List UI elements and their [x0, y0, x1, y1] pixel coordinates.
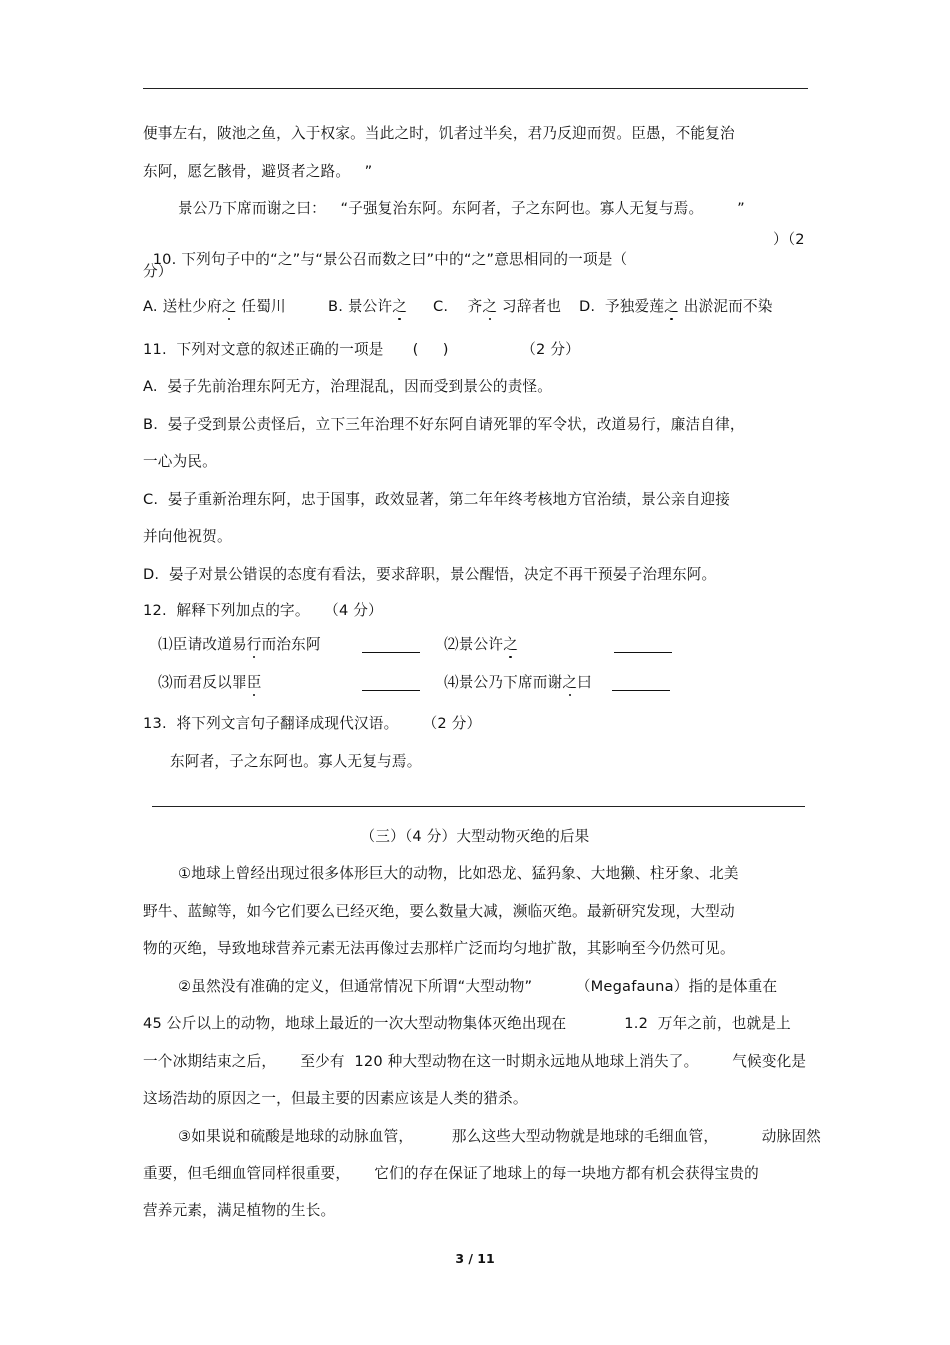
option-b[interactable]: B. 景公许之 — [328, 298, 408, 315]
answer-blank-1[interactable] — [362, 652, 420, 653]
paragraph-line: 野牛、蓝鲸等，如今它们要么已经灭绝，要么数量大减，濒临灭绝。最新研究发现，大型动 — [143, 903, 735, 920]
option-d[interactable]: D. 晏子对景公错误的态度有看法，要求辞职，景公醒悟，决定不再干预晏子治理东阿。 — [143, 566, 717, 583]
top-rule — [143, 88, 808, 89]
question-10-score: 分） — [143, 263, 173, 280]
question-13-sentence: 东阿者，子之东阿也。寡人无复与焉。 — [170, 753, 422, 770]
paragraph-line: 一个冰期结束之后， 至少有 120 种大型动物在这一时期永远地从地球上消失了。 气候变化是 — [143, 1053, 807, 1070]
answer-blank-4[interactable] — [612, 690, 670, 691]
paragraph-line: ③如果说和硫酸是地球的动脉血管， 那么这些大型动物就是地球的毛细血管， 动脉固然 — [178, 1128, 821, 1145]
paragraph-line: 这场浩劫的原因之一，但最主要的因素应该是人类的猎杀。 — [143, 1090, 528, 1107]
option-a[interactable]: A. 晏子先前治理东阿无方，治理混乱，因而受到景公的责怪。 — [143, 378, 553, 395]
passage-line: 便事左右，陂池之鱼，入于权家。当此之时，饥者过半矣，君乃反迎而贺。臣愚，不能复治 — [143, 125, 735, 142]
item-3: ⑶而君反以罪臣 — [158, 674, 262, 691]
question-10-text: 10. 下列句子中的“之”与“景公召而数之曰”中的“之”意思相同的一项是（ — [152, 251, 628, 268]
paragraph-line: 45 公斤以上的动物，地球上最近的一次大型动物集体灭绝出现在 1.2 万年之前，也就是上 — [143, 1015, 791, 1032]
question-12-stem: 12. 解释下列加点的字。 （4 分） — [143, 602, 383, 619]
paragraph-line: 营养元素，满足植物的生长。 — [143, 1202, 336, 1219]
question-12-row — [158, 635, 678, 657]
option-a[interactable]: A. 送杜少府之 任蜀川 — [143, 298, 286, 315]
item-4: ⑷景公乃下席而谢之曰 — [444, 674, 592, 691]
answer-blank-2[interactable] — [614, 652, 672, 653]
option-b-continued[interactable]: 一心为民。 — [143, 453, 217, 470]
option-c[interactable]: C. 齐之 习辞者也 — [433, 298, 562, 315]
paragraph-line: 物的灭绝，导致地球营养元素无法再像过去那样广泛而均匀地扩散，其影响至今仍然可见。 — [143, 940, 735, 957]
passage-line: 东阿，愿乞骸骨，避贤者之路。 ” — [143, 163, 373, 180]
passage-line: 景公乃下席而谢之曰： “子强复治东阿。东阿者，子之东阿也。寡人无复与焉。 ” — [178, 200, 745, 217]
option-d[interactable]: D. 予独爱莲之 出淤泥而不染 — [579, 298, 773, 315]
section-divider — [152, 806, 805, 807]
paragraph-line: ②虽然没有准确的定义，但通常情况下所谓“大型动物” （Megafauna）指的是体重在 — [178, 978, 778, 995]
question-13-stem: 13. 将下列文言句子翻译成现代汉语。 （2 分） — [143, 715, 482, 732]
question-12-row — [158, 673, 678, 695]
option-c[interactable]: C. 晏子重新治理东阿，忠于国事，政效显著，第二年年终考核地方官治绩，景公亲自迎接 — [143, 491, 731, 508]
paragraph-line: ①地球上曾经出现过很多体形巨大的动物，比如恐龙、猛犸象、大地獭、柱牙象、北美 — [178, 865, 739, 882]
question-10-close: ）（2 — [773, 231, 805, 248]
question-10-stem — [143, 230, 813, 290]
answer-blank-3[interactable] — [362, 690, 420, 691]
paragraph-line: 重要，但毛细血管同样很重要， 它们的存在保证了地球上的每一块地方都有机会获得宝贵的 — [143, 1165, 759, 1182]
section-title: （三）（4 分）大型动物灭绝的后果 — [360, 828, 590, 845]
question-11-stem: 11. 下列对文意的叙述正确的一项是 ( ) （2 分） — [143, 341, 580, 358]
option-c-continued[interactable]: 并向他祝贺。 — [143, 528, 232, 545]
item-2: ⑵景公许之 — [444, 636, 518, 653]
page-number: 3 / 11 — [455, 1251, 495, 1266]
option-b[interactable]: B. 晏子受到景公责怪后，立下三年治理不好东阿自请死罪的军令状，改道易行，廉洁自律， — [143, 416, 745, 433]
item-1: ⑴臣请改道易行而治东阿 — [158, 636, 321, 653]
